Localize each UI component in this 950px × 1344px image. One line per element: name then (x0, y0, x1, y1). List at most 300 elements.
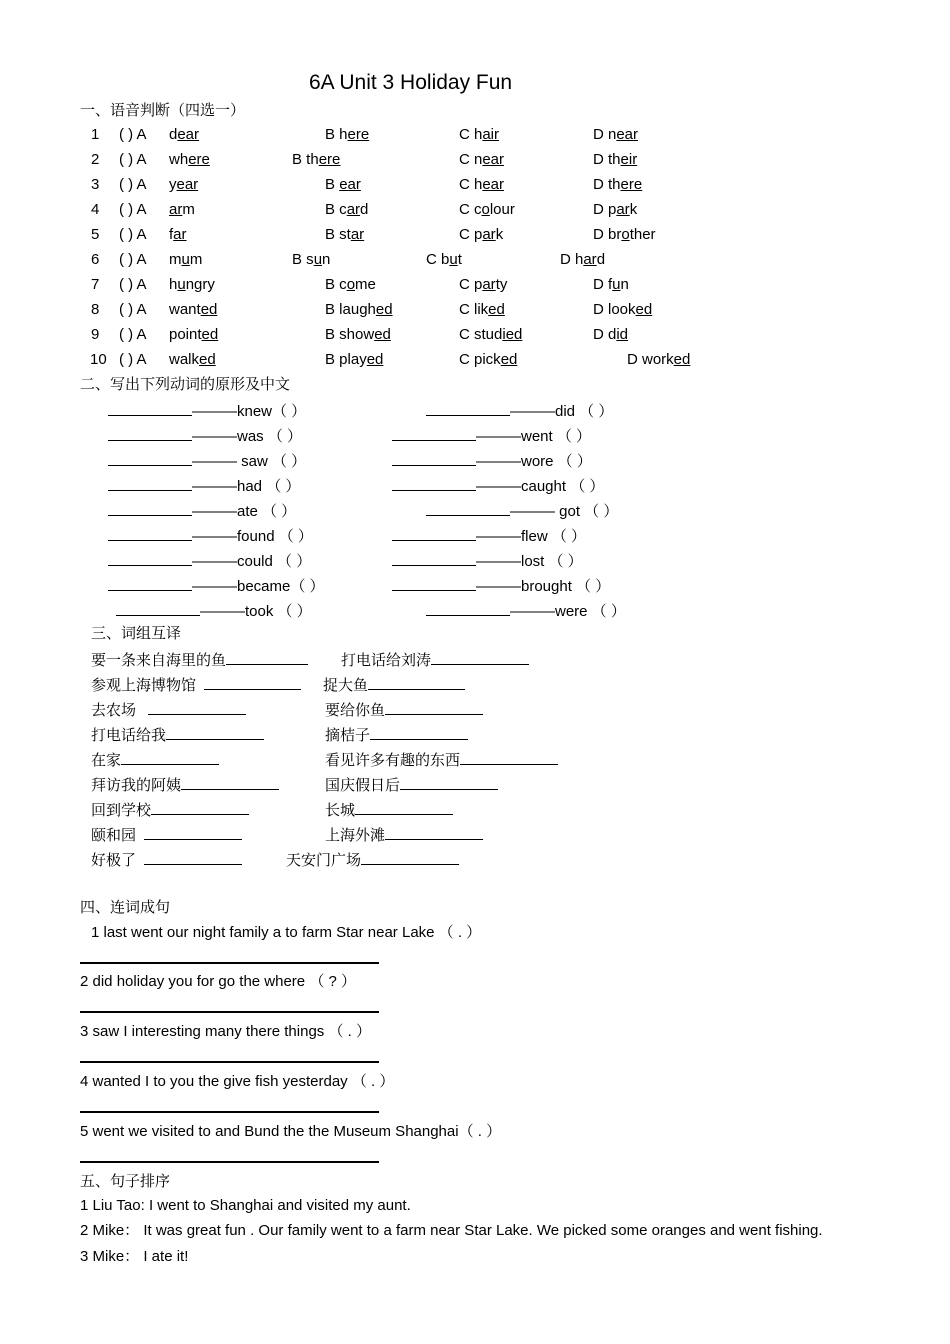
answer-blank[interactable] (181, 775, 279, 790)
text: B st (325, 226, 351, 243)
text: 打电话给刘涛 (341, 652, 432, 669)
text: ———were （ ） (510, 603, 626, 620)
text: 2 (91, 151, 100, 168)
underlined-sound: u (449, 251, 458, 268)
text: ( ) A (119, 326, 147, 343)
text: n (322, 251, 331, 268)
answer-blank[interactable] (400, 775, 498, 790)
text: 在家 (91, 752, 122, 769)
choice-prefix (119, 251, 147, 269)
question-number (91, 301, 99, 319)
text: ( ) A (119, 251, 147, 268)
underlined-sound: o (481, 201, 490, 218)
underlined-sound: ear (339, 176, 361, 193)
text: ty (495, 276, 508, 293)
phrase-right (323, 675, 465, 695)
text: ———wore （ ） (476, 453, 592, 470)
choice-prefix (119, 151, 147, 169)
text: m (189, 251, 203, 268)
text: ———had （ ） (192, 478, 301, 495)
answer-blank[interactable] (226, 650, 308, 665)
option-d (560, 251, 605, 269)
text: 7 (91, 276, 100, 293)
text: D p (593, 201, 617, 218)
underlined-sound: u (177, 276, 186, 293)
option-c (426, 251, 462, 269)
underlined-sound: ear (482, 176, 505, 193)
text: ( ) A (119, 276, 147, 293)
text: want (169, 301, 201, 318)
verb-item-left (108, 551, 311, 571)
verb-item-left (108, 476, 300, 496)
text: C p (459, 276, 483, 293)
underlined-sound: ar (482, 276, 496, 293)
text: 9 (91, 326, 100, 343)
text: 3 saw I interesting many there things （ . ） (80, 1023, 371, 1040)
text: 6 (91, 251, 100, 268)
text: C b (426, 251, 450, 268)
text: ———could （ ） (192, 553, 312, 570)
question-number (91, 151, 99, 169)
underlined-sound: id (616, 326, 629, 343)
text: 8 (91, 301, 100, 318)
option-c (459, 226, 503, 244)
option-c (459, 351, 517, 369)
underlined-sound: u (181, 251, 190, 268)
section-2-heading (80, 376, 290, 394)
text: ( ) A (119, 301, 147, 318)
option-b (325, 126, 369, 144)
underlined-sound: ed (635, 301, 653, 318)
page-title (309, 71, 513, 94)
choice-prefix (119, 176, 147, 194)
text: C pick (459, 351, 501, 368)
text: 摘桔子 (325, 727, 371, 744)
answer-blank[interactable] (108, 576, 192, 591)
text: ———lost （ ） (476, 553, 583, 570)
text: 5 (91, 226, 100, 243)
verb-item-right (392, 426, 591, 446)
word-order-item (80, 1023, 371, 1041)
text: ——— saw （ ） (192, 453, 307, 470)
text: ( ) A (119, 151, 147, 168)
question-number (90, 351, 107, 369)
option-d (593, 326, 628, 344)
underlined-sound: ed (200, 301, 218, 318)
text: D th (593, 151, 621, 168)
word-order-item (80, 1123, 501, 1141)
section-5-heading (80, 1173, 170, 1191)
underlined-sound: ere (620, 176, 643, 193)
underlined-sound: ar (616, 201, 630, 218)
text: B th (292, 151, 319, 168)
option-c (459, 326, 522, 344)
verb-item-right (392, 526, 586, 546)
text: y (169, 176, 177, 193)
underlined-sound: ar (482, 226, 496, 243)
option-a (169, 151, 210, 169)
text: 天安门广场 (286, 852, 362, 869)
underlined-sound: ar (346, 201, 361, 218)
option-b (325, 326, 391, 344)
text: B h (325, 126, 348, 143)
option-d (593, 226, 656, 244)
answer-line[interactable] (80, 962, 379, 964)
question-number (91, 251, 99, 269)
answer-blank[interactable] (392, 576, 476, 591)
answer-blank[interactable] (108, 451, 192, 466)
verb-item-right (392, 476, 604, 496)
text: point (169, 326, 202, 343)
answer-line[interactable] (80, 1061, 379, 1063)
question-number (91, 326, 99, 344)
option-a (169, 276, 215, 294)
text: D th (593, 176, 621, 193)
text: C p (459, 226, 483, 243)
phrase-right (286, 850, 459, 870)
answer-blank[interactable] (108, 526, 192, 541)
answer-blank[interactable] (108, 551, 192, 566)
underlined-sound: ear (176, 176, 199, 193)
text: B s (292, 251, 314, 268)
section-4-heading (80, 899, 170, 917)
answer-blank[interactable] (370, 725, 468, 740)
text: 捉大鱼 (323, 677, 369, 694)
text: C h (459, 126, 483, 143)
choice-prefix (119, 351, 147, 369)
text: walk (169, 351, 200, 368)
dialogue-line (80, 1222, 823, 1240)
answer-blank[interactable] (108, 501, 192, 516)
text: ———did （ ） (510, 403, 614, 420)
option-b (325, 276, 376, 294)
answer-blank[interactable] (204, 675, 301, 690)
answer-blank[interactable] (426, 601, 510, 616)
underlined-sound: ed (199, 351, 216, 368)
text: 要给你鱼 (325, 702, 386, 719)
option-a (169, 326, 218, 344)
option-d (593, 126, 638, 144)
heading-text: 三、词组互译 (91, 625, 182, 642)
answer-blank[interactable] (355, 800, 453, 815)
text: 1 Liu Tao: I went to Shanghai and visited my aunt. (80, 1197, 411, 1214)
option-a (169, 301, 217, 319)
dialogue-line (80, 1248, 188, 1266)
text: 回到学校 (91, 802, 152, 819)
text: 4 (91, 201, 100, 218)
text: 拜访我的阿姨 (91, 777, 182, 794)
word-order-item (91, 924, 481, 942)
text: D f (593, 276, 613, 293)
text: C lik (459, 301, 489, 318)
text: ( ) A (119, 351, 147, 368)
underlined-sound: air (482, 126, 500, 143)
phrase-right (325, 700, 483, 720)
answer-blank[interactable] (151, 800, 249, 815)
option-a (169, 201, 195, 219)
text: ( ) A (119, 226, 147, 243)
phrase-right (325, 825, 483, 845)
verb-item-left (116, 601, 312, 621)
choice-prefix (119, 226, 147, 244)
underlined-sound: o (621, 226, 630, 243)
text: d (169, 126, 178, 143)
text: ———brought （ ） (476, 578, 611, 595)
verb-item-right (426, 501, 618, 521)
text: D n (593, 126, 617, 143)
text: m (182, 201, 195, 218)
heading-text: 一、语音判断（四选一） (80, 102, 246, 119)
text: 国庆假日后 (325, 777, 401, 794)
answer-blank[interactable] (144, 850, 242, 865)
choice-prefix (119, 276, 147, 294)
verb-item-right (426, 401, 613, 421)
text: ———took （ ） (200, 603, 312, 620)
answer-line[interactable] (80, 1011, 379, 1013)
text: 长城 (325, 802, 356, 819)
phrase-right (341, 650, 529, 670)
heading-text: 四、连词成句 (80, 899, 171, 916)
text: t (457, 251, 462, 268)
answer-blank[interactable] (392, 526, 476, 541)
text: ———knew（ ） (192, 403, 307, 420)
text: 1 (91, 126, 100, 143)
section-3-heading (91, 625, 181, 643)
underlined-sound: ed (375, 301, 393, 318)
underlined-sound: ed (201, 326, 219, 343)
underlined-sound: ed (500, 351, 518, 368)
question-number (91, 226, 99, 244)
phrase-left (91, 675, 301, 695)
text: 去农场 (91, 702, 137, 719)
answer-blank[interactable] (121, 750, 219, 765)
text: ngry (185, 276, 215, 293)
option-c (459, 276, 507, 294)
text: ther (629, 226, 656, 243)
answer-blank[interactable] (392, 426, 476, 441)
text: wh (169, 151, 189, 168)
option-a (169, 251, 202, 269)
verb-item-left (108, 576, 325, 596)
answer-line[interactable] (80, 1161, 379, 1163)
answer-blank[interactable] (108, 426, 192, 441)
verb-item-right (392, 451, 592, 471)
text: B play (325, 351, 367, 368)
verb-item-left (108, 426, 302, 446)
phrase-right (325, 775, 498, 795)
text: ( ) A (119, 126, 147, 143)
text: ———went （ ） (476, 428, 592, 445)
text: 2 did holiday you for go the where （ ? ） (80, 973, 356, 990)
answer-blank[interactable] (166, 725, 264, 740)
dialogue-line (80, 1197, 411, 1215)
choice-prefix (119, 201, 147, 219)
underlined-sound: ed (488, 301, 505, 318)
text: C h (459, 176, 483, 193)
text: ( ) A (119, 176, 147, 193)
answer-blank[interactable] (108, 476, 192, 491)
text: ( ) A (119, 201, 147, 218)
underlined-sound: ear (177, 126, 200, 143)
page-title-text: 6A Unit 3 Holiday Fun (309, 71, 513, 94)
phrase-right (325, 750, 558, 770)
verb-item-right (392, 576, 610, 596)
text: lour (489, 201, 515, 218)
text: 颐和园 (91, 827, 137, 844)
text: ———caught （ ） (476, 478, 605, 495)
text: me (355, 276, 376, 293)
underlined-sound: ar (350, 226, 365, 243)
heading-text: 五、句子排序 (80, 1173, 171, 1190)
underlined-sound: ied (502, 326, 523, 343)
phrase-left (91, 850, 242, 870)
underlined-sound: ere (318, 151, 341, 168)
option-b (292, 251, 330, 269)
text: 5 went we visited to and Bund the the Museum Shanghai（ . ） (80, 1123, 502, 1140)
underlined-sound: ear (616, 126, 639, 143)
verb-item-left (108, 451, 306, 471)
text: 2 Mike： It was great fun . Our family went to a farm near Star Lake. We picked some oranges and went fishing. (80, 1222, 823, 1239)
text: k (629, 201, 638, 218)
text: ———was （ ） (192, 428, 303, 445)
underlined-sound: u (612, 276, 621, 293)
answer-blank[interactable] (431, 650, 529, 665)
verb-item-left (108, 526, 313, 546)
question-number (91, 126, 99, 144)
text: 要一条来自海里的鱼 (91, 652, 227, 669)
text: ———flew （ ） (476, 528, 587, 545)
option-d (593, 201, 637, 219)
underlined-sound: o (346, 276, 356, 293)
answer-blank[interactable] (426, 501, 510, 516)
text: ———became（ ） (192, 578, 325, 595)
heading-text: 二、写出下列动词的原形及中文 (80, 376, 291, 393)
phrase-left (91, 700, 246, 720)
text: D work (627, 351, 674, 368)
option-d (593, 151, 637, 169)
underlined-sound: ar (173, 226, 187, 243)
answer-blank[interactable] (426, 401, 510, 416)
option-b (325, 351, 383, 369)
answer-blank[interactable] (392, 551, 476, 566)
text: 4 wanted I to you the give fish yesterday （ . ） (80, 1073, 395, 1090)
text: 参观上海博物馆 (91, 677, 197, 694)
text: 上海外滩 (325, 827, 386, 844)
text: n (620, 276, 629, 293)
phrase-left (91, 800, 249, 820)
text: 10 (90, 351, 107, 368)
option-d (593, 176, 642, 194)
underlined-sound: ear (482, 151, 505, 168)
phrase-left (91, 750, 219, 770)
text: 好极了 (91, 852, 137, 869)
option-d (593, 301, 652, 319)
underlined-sound: ere (188, 151, 210, 168)
option-c (459, 151, 504, 169)
text: B c (325, 201, 347, 218)
answer-blank[interactable] (361, 850, 459, 865)
text: B laugh (325, 301, 376, 318)
text: C c (459, 201, 482, 218)
text: ———found （ ） (192, 528, 313, 545)
answer-blank[interactable] (116, 601, 200, 616)
verb-item-left (108, 501, 296, 521)
underlined-sound: ar (169, 201, 183, 218)
question-number (91, 201, 99, 219)
option-c (459, 201, 515, 219)
underlined-sound: eir (620, 151, 638, 168)
text: 3 (91, 176, 100, 193)
option-a (169, 176, 198, 194)
question-number (91, 176, 99, 194)
answer-blank[interactable] (144, 825, 242, 840)
choice-prefix (119, 326, 147, 344)
text: ——— got （ ） (510, 503, 619, 520)
text: f (169, 226, 174, 243)
answer-blank[interactable] (392, 476, 476, 491)
option-d (593, 276, 629, 294)
choice-prefix (119, 301, 147, 319)
text: C n (459, 151, 483, 168)
option-d (627, 351, 690, 369)
text: 1 last went our night family a to farm Star near Lake （ . ） (91, 924, 482, 941)
option-b (325, 201, 368, 219)
underlined-sound: ere (347, 126, 370, 143)
word-order-item (80, 1073, 394, 1091)
text: k (495, 226, 504, 243)
option-b (292, 151, 340, 169)
underlined-sound: ar (583, 251, 597, 268)
text: D h (560, 251, 584, 268)
answer-blank[interactable] (460, 750, 558, 765)
option-b (325, 176, 361, 194)
question-number (91, 276, 99, 294)
option-a (169, 226, 187, 244)
phrase-right (325, 800, 453, 820)
underlined-sound: ed (673, 351, 691, 368)
text: D br (593, 226, 622, 243)
text: D look (593, 301, 636, 318)
answer-blank[interactable] (392, 451, 476, 466)
phrase-left (91, 725, 264, 745)
answer-blank[interactable] (385, 700, 483, 715)
answer-line[interactable] (80, 1111, 379, 1113)
answer-blank[interactable] (368, 675, 465, 690)
underlined-sound: ed (366, 351, 384, 368)
word-order-item (80, 973, 356, 991)
option-a (169, 351, 216, 369)
text: m (169, 251, 182, 268)
answer-blank[interactable] (108, 401, 192, 416)
text: d (360, 201, 369, 218)
phrase-left (91, 650, 308, 670)
text: B show (325, 326, 375, 343)
option-c (459, 176, 504, 194)
underlined-sound: ed (374, 326, 391, 343)
answer-blank[interactable] (385, 825, 483, 840)
option-b (325, 301, 393, 319)
phrase-right (325, 725, 468, 745)
text: 3 Mike： I ate it! (80, 1248, 189, 1265)
option-c (459, 301, 505, 319)
answer-blank[interactable] (148, 700, 246, 715)
verb-item-right (426, 601, 626, 621)
option-c (459, 126, 499, 144)
phrase-left (91, 775, 279, 795)
text: d (596, 251, 606, 268)
option-b (325, 226, 364, 244)
text: B (325, 176, 340, 193)
